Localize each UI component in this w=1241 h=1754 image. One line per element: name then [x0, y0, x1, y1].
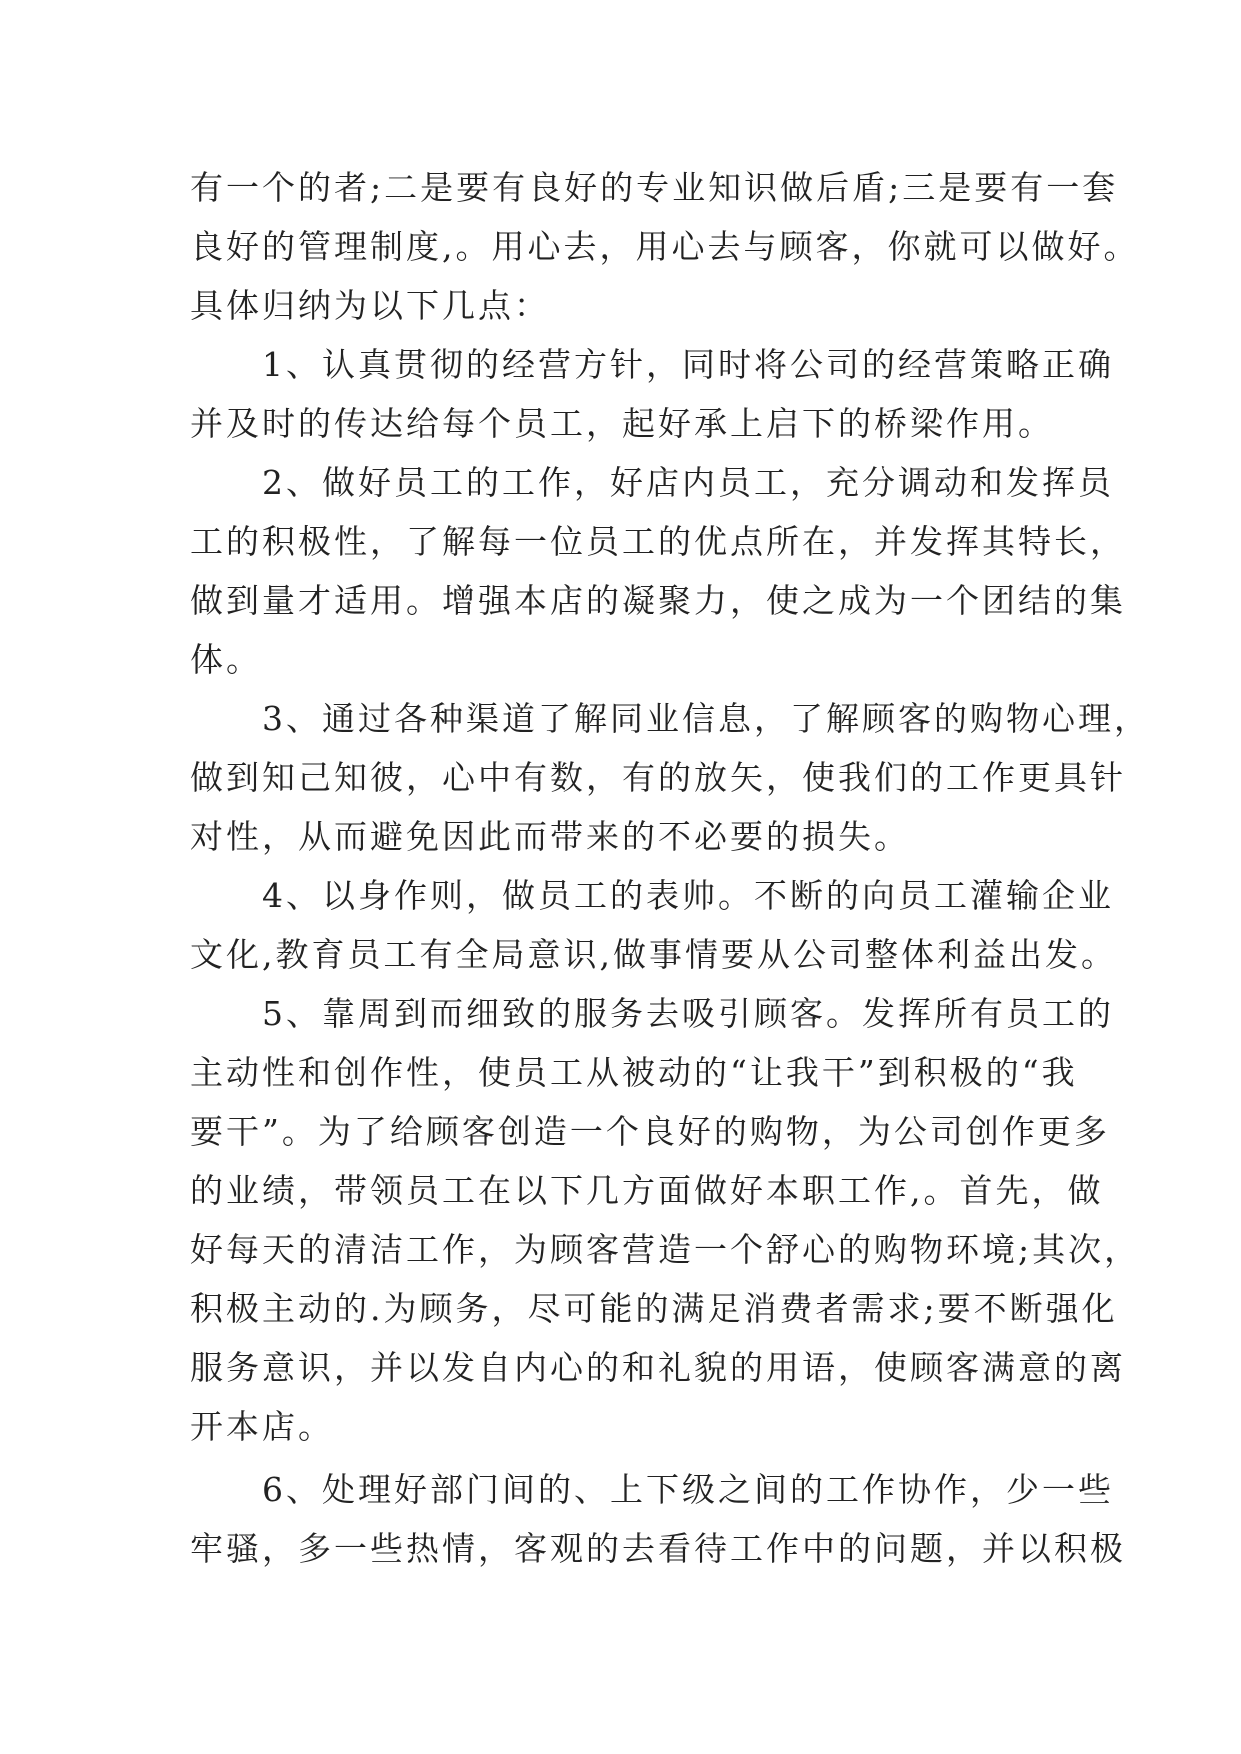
- text-line: 主动性和创作性，使员工从被动的“让我干”到积极的“我: [190, 1053, 1078, 1092]
- text-line: 6、处理好部门间的、上下级之间的工作协作，少一些: [190, 1470, 1114, 1509]
- text-line: 有一个的者;二是要有良好的专业知识做后盾;三是要有一套: [190, 168, 1119, 207]
- text-line: 做到知己知彼，心中有数，有的放矢，使我们的工作更具针: [190, 758, 1126, 797]
- text-line: 积极主动的.为顾务，尽可能的满足消费者需求;要不断强化: [190, 1289, 1118, 1328]
- text-line: 3、通过各种渠道了解同业信息，了解顾客的购物心理，: [190, 699, 1150, 738]
- text-line: 并及时的传达给每个员工，起好承上启下的桥梁作用。: [190, 404, 1054, 443]
- text-line: 1、认真贯彻的经营方针，同时将公司的经营策略正确: [190, 345, 1114, 384]
- text-line: 对性，从而避免因此而带来的不必要的损失。: [190, 817, 910, 856]
- text-line: 2、做好员工的工作，好店内员工，充分调动和发挥员: [190, 463, 1114, 502]
- text-line: 开本店。: [190, 1407, 334, 1446]
- body-text: [190, 158, 1150, 1578]
- text-line: 具体归纳为以下几点：: [190, 286, 550, 325]
- text-line: 服务意识，并以发自内心的和礼貌的用语，使顾客满意的离: [190, 1348, 1126, 1387]
- text-line: 工的积极性，了解每一位员工的优点所在，并发挥其特长，: [190, 522, 1126, 561]
- text-line: 牢骚，多一些热情，客观的去看待工作中的问题，并以积极: [190, 1529, 1126, 1568]
- text-line: 良好的管理制度,。用心去，用心去与顾客，你就可以做好。: [190, 227, 1140, 266]
- text-line: 文化,教育员工有全局意识,做事情要从公司整体利益出发。: [190, 935, 1117, 974]
- text-line: 体。: [190, 640, 262, 679]
- text-line: 的业绩，带领员工在以下几方面做好本职工作,。首先，做: [190, 1171, 1104, 1210]
- text-line: 要干”。为了给顾客创造一个良好的购物，为公司创作更多: [190, 1112, 1110, 1151]
- text-line: 4、以身作则，做员工的表帅。不断的向员工灌输企业: [190, 876, 1114, 915]
- text-line: 做到量才适用。增强本店的凝聚力，使之成为一个团结的集: [190, 581, 1126, 620]
- text-line: 5、靠周到而细致的服务去吸引顾客。发挥所有员工的: [190, 994, 1114, 1033]
- text-line: 好每天的清洁工作，为顾客营造一个舒心的购物环境;其次，: [190, 1230, 1141, 1269]
